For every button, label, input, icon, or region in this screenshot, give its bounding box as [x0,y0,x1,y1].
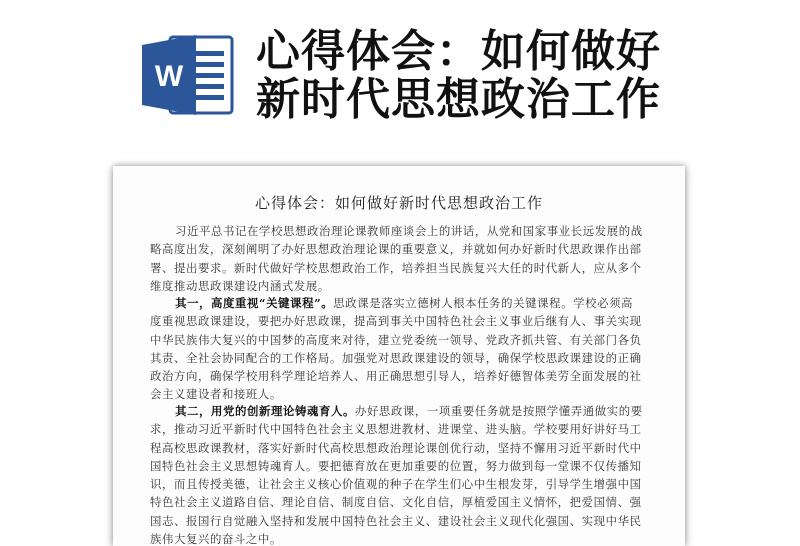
paragraph-line: 国特色社会主义思想铸魂育人。要把德育放在更加重要的位置，努力做到每一堂课不仅传播知 [150,458,642,473]
page-title-line-2: 新时代思想政治工作 [256,74,661,125]
document-preview [113,166,685,546]
paragraph-line: 署、提出要求。新时代做好学校思想政治工作，培养担当民族复兴大任的时代新人，应从多个 [150,260,642,275]
paragraph-line: 其责、全社会协同配合的工作格局。加强党对思政课建设的领导，确保学校思政课建设的正确 [150,350,642,365]
page-title-line-1: 心得体会：如何做好 [256,26,661,77]
word-logo-letter: W [154,60,184,93]
header [0,0,800,150]
paragraph-line: 中华民族伟大复兴的中国梦的高度来对待，建立党委统一领导、党政齐抓共管、有关部门各负 [150,332,642,347]
page-title [256,28,661,124]
paragraph-intro [150,222,650,295]
paragraph-heading: 其一，高度重视“关键课程”。 [175,296,334,310]
paragraph-line: 国志、报国行自觉融入坚持和发展中国特色社会主义、建设社会主义现代化强国、实现中华民 [150,513,642,528]
paragraph-line: 会主义建设者和接班人。 [150,387,282,402]
paragraph-line: 办好思政课，一项重要任务就是按照学懂弄通做实的要 [354,404,643,418]
paragraph-line: 特色社会主义道路自信、理论自信、制度自信、文化自信，厚植爱国主义情怀，把爱国情、强 [150,495,642,510]
paragraph-line: 族伟大复兴的奋斗之中。 [150,532,282,546]
paragraph-line: 识，而且传授美德，让社会主义核心价值观的种子在学生们心中生根发芽，引导学生增强中国 [150,477,642,492]
word-document-icon [140,33,236,117]
paragraph-line: 维度推动思政课建设内涵式发展。 [150,278,330,293]
paragraph-line: 求，推动习近平新时代中国特色社会主义思想进教材、进课堂、进头脑。学校要用好讲好马工 [150,422,642,437]
paragraph-point-1 [150,294,650,404]
paragraph-line: 程高校思政课教材，落实好新时代高校思想政治理论课创优行动，坚持不懈用习近平新时代中 [150,440,642,455]
paragraph-line: 思政课是落实立德树人根本任务的关键课程。学校必须高 [333,296,634,310]
paragraph-point-2 [150,402,650,546]
paragraph-line: 习近平总书记在学校思想政治理论课教师座谈会上的讲话，从党和国家事业长远发展的战 [175,224,643,238]
paragraph-line: 度重视思政课建设，要把办好思政课，提高到事关中国特色社会主义事业后继有人、事关实现 [150,314,642,329]
paragraph-line: 政治方向，确保学校用科学理论培养人、用正确思想引导人，培养好德智体美劳全面发展的社 [150,369,642,384]
document-title: 心得体会：如何做好新时代思想政治工作 [254,194,543,212]
paragraph-line: 略高度出发，深刻阐明了办好思想政治理论课的重要意义，并就如何办好新时代思政课作出部 [150,242,642,257]
paragraph-heading: 其二，用党的创新理论铸魂育人。 [175,404,355,418]
